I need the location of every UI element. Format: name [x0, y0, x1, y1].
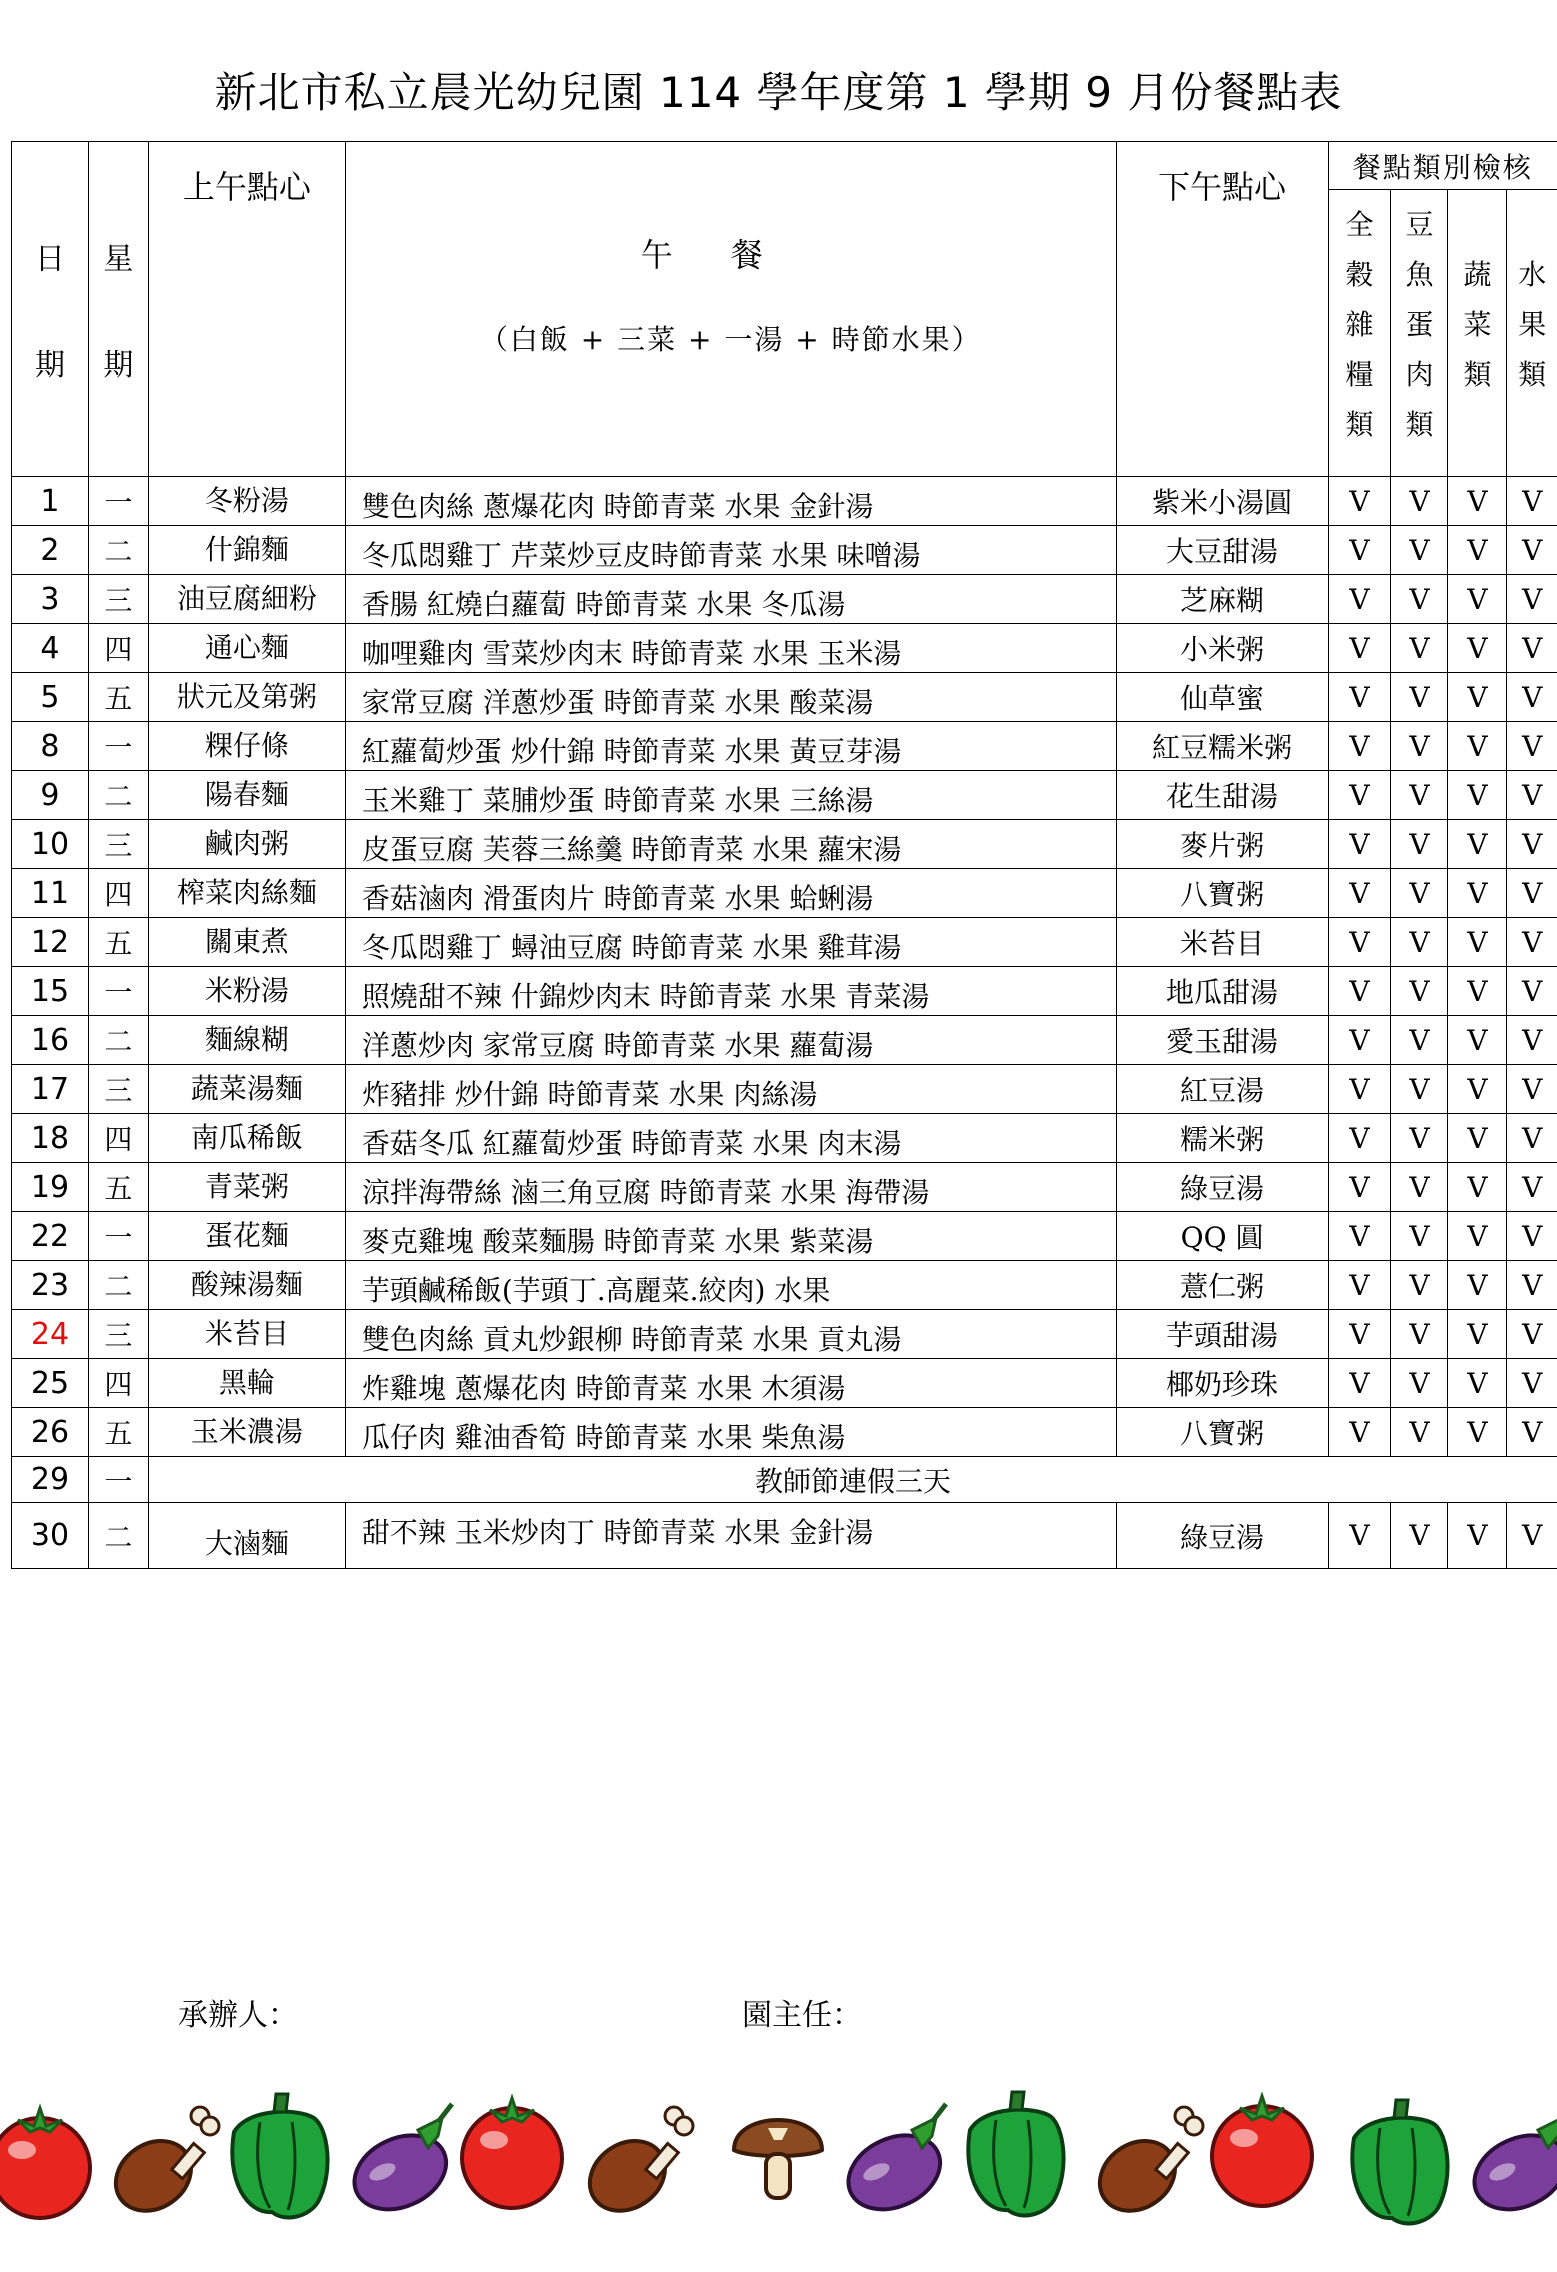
- row-check-0: V: [1328, 526, 1391, 575]
- menu-row: [12, 624, 1557, 673]
- check-col-0-char-3: 糧: [1345, 358, 1374, 392]
- row-date: 8: [12, 722, 89, 771]
- row-lunch: 紅蘿蔔炒蛋 炒什錦 時節青菜 水果 黃豆芽湯: [345, 722, 1116, 771]
- row-date: 23: [12, 1261, 89, 1310]
- row-weekday: 三: [88, 820, 148, 869]
- check-col-protein: [1391, 190, 1448, 477]
- row-date: 22: [12, 1212, 89, 1261]
- eggplant-icon: [836, 2104, 952, 2223]
- row-am-snack: 麵線糊: [148, 1016, 345, 1065]
- row-lunch: 玉米雞丁 菜脯炒蛋 時節青菜 水果 三絲湯: [345, 771, 1116, 820]
- row-date: 19: [12, 1163, 89, 1212]
- row-pm-snack: 薏仁粥: [1116, 1261, 1328, 1310]
- row-check-2: V: [1448, 771, 1507, 820]
- row-check-3: V: [1507, 1503, 1557, 1569]
- menu-row: [12, 1163, 1557, 1212]
- check-col-1-char-2: 蛋: [1405, 308, 1434, 342]
- header-am-snack: [148, 142, 345, 477]
- row-check-3: V: [1507, 1359, 1557, 1408]
- row-am-snack: 玉米濃湯: [148, 1408, 345, 1457]
- row-am-snack: 南瓜稀飯: [148, 1114, 345, 1163]
- row-check-3: V: [1507, 1408, 1557, 1457]
- row-date: 12: [12, 918, 89, 967]
- row-am-snack: 什錦麵: [148, 526, 345, 575]
- row-date: 16: [12, 1016, 89, 1065]
- check-group-label: 餐點類別檢核: [1352, 150, 1533, 184]
- eggplant-icon: [1462, 2104, 1557, 2223]
- row-check-3: V: [1507, 918, 1557, 967]
- row-date: 9: [12, 771, 89, 820]
- row-pm-snack: QQ 圓: [1116, 1212, 1328, 1261]
- row-check-2: V: [1448, 967, 1507, 1016]
- row-weekday: 一: [88, 1457, 148, 1503]
- row-lunch: 炸雞塊 蔥爆花肉 時節青菜 水果 木須湯: [345, 1359, 1116, 1408]
- row-check-1: V: [1391, 918, 1448, 967]
- row-pm-snack: 芋頭甜湯: [1116, 1310, 1328, 1359]
- menu-row: [12, 1359, 1557, 1408]
- row-check-3: V: [1507, 1016, 1557, 1065]
- row-check-0: V: [1328, 1016, 1391, 1065]
- row-check-3: V: [1507, 575, 1557, 624]
- row-check-0: V: [1328, 1163, 1391, 1212]
- row-date: 1: [12, 477, 89, 526]
- row-check-2: V: [1448, 624, 1507, 673]
- row-check-1: V: [1391, 1065, 1448, 1114]
- row-check-1: V: [1391, 1503, 1448, 1569]
- row-check-1: V: [1391, 526, 1448, 575]
- row-check-0: V: [1328, 1114, 1391, 1163]
- row-lunch: 家常豆腐 洋蔥炒蛋 時節青菜 水果 酸菜湯: [345, 673, 1116, 722]
- mushroom-icon: [734, 2120, 822, 2198]
- row-pm-snack: 仙草蜜: [1116, 673, 1328, 722]
- row-lunch: 雙色肉絲 蔥爆花肉 時節青菜 水果 金針湯: [345, 477, 1116, 526]
- row-weekday: 三: [88, 1310, 148, 1359]
- header-weekday: [88, 142, 148, 477]
- row-check-0: V: [1328, 967, 1391, 1016]
- row-check-1: V: [1391, 869, 1448, 918]
- row-check-1: V: [1391, 1359, 1448, 1408]
- menu-row: [12, 526, 1557, 575]
- check-col-1-char-0: 豆: [1405, 208, 1434, 242]
- row-weekday: 四: [88, 1359, 148, 1408]
- row-am-snack: 關東煮: [148, 918, 345, 967]
- handler-label: 承辦人：: [178, 1998, 298, 2033]
- row-check-0: V: [1328, 869, 1391, 918]
- row-check-0: V: [1328, 1212, 1391, 1261]
- row-check-0: V: [1328, 1503, 1391, 1569]
- row-weekday: 五: [88, 673, 148, 722]
- menu-row: [12, 477, 1557, 526]
- menu-row: [12, 820, 1557, 869]
- row-check-1: V: [1391, 1163, 1448, 1212]
- row-date: 15: [12, 967, 89, 1016]
- row-date: 11: [12, 869, 89, 918]
- tomato-icon: [462, 2098, 562, 2208]
- row-check-0: V: [1328, 771, 1391, 820]
- row-check-3: V: [1507, 1065, 1557, 1114]
- row-check-2: V: [1448, 820, 1507, 869]
- row-date: 17: [12, 1065, 89, 1114]
- row-lunch: 香菇冬瓜 紅蘿蔔炒蛋 時節青菜 水果 肉末湯: [345, 1114, 1116, 1163]
- row-am-snack: 通心麵: [148, 624, 345, 673]
- header-lunch: [345, 142, 1116, 477]
- header-pm-snack-label: 下午點心: [1158, 168, 1287, 206]
- menu-row: [12, 1212, 1557, 1261]
- menu-row: [12, 575, 1557, 624]
- row-check-0: V: [1328, 477, 1391, 526]
- row-check-2: V: [1448, 1212, 1507, 1261]
- row-am-snack: 米粉湯: [148, 967, 345, 1016]
- row-pm-snack: 糯米粥: [1116, 1114, 1328, 1163]
- row-lunch: 香菇滷肉 滑蛋肉片 時節青菜 水果 蛤蜊湯: [345, 869, 1116, 918]
- check-col-2-char-1: 菜: [1463, 308, 1492, 342]
- row-check-2: V: [1448, 477, 1507, 526]
- green-pepper-icon: [968, 2092, 1063, 2215]
- header-date: [12, 142, 89, 477]
- food-decoration-strip: [0, 2080, 1557, 2230]
- row-check-1: V: [1391, 967, 1448, 1016]
- row-check-0: V: [1328, 820, 1391, 869]
- row-pm-snack: 麥片粥: [1116, 820, 1328, 869]
- check-col-0-char-4: 類: [1345, 408, 1374, 442]
- menu-row: [12, 1065, 1557, 1114]
- menu-row: [12, 673, 1557, 722]
- row-lunch: 香腸 紅燒白蘿蔔 時節青菜 水果 冬瓜湯: [345, 575, 1116, 624]
- menu-row: [12, 967, 1557, 1016]
- row-pm-snack: 綠豆湯: [1116, 1503, 1328, 1569]
- row-pm-snack: 米苔目: [1116, 918, 1328, 967]
- row-check-1: V: [1391, 1408, 1448, 1457]
- check-col-vegetable: [1448, 190, 1507, 477]
- row-lunch: 皮蛋豆腐 芙蓉三絲羹 時節青菜 水果 蘿宋湯: [345, 820, 1116, 869]
- row-lunch: 咖哩雞肉 雪菜炒肉末 時節青菜 水果 玉米湯: [345, 624, 1116, 673]
- menu-row: [12, 869, 1557, 918]
- row-pm-snack: 綠豆湯: [1116, 1163, 1328, 1212]
- header-date-char-2: 期: [34, 348, 65, 383]
- menu-row: [12, 1408, 1557, 1457]
- row-weekday: 二: [88, 526, 148, 575]
- row-check-1: V: [1391, 1114, 1448, 1163]
- row-weekday: 四: [88, 869, 148, 918]
- row-weekday: 一: [88, 967, 148, 1016]
- row-lunch: 瓜仔肉 雞油香筍 時節青菜 水果 柴魚湯: [345, 1408, 1116, 1457]
- header-check-group: [1328, 142, 1557, 190]
- row-pm-snack: 紅豆湯: [1116, 1065, 1328, 1114]
- header-lunch-label: 午餐: [640, 236, 821, 274]
- tomato-icon: [1212, 2096, 1312, 2206]
- director-label: 園主任：: [742, 1998, 862, 2033]
- row-am-snack: 酸辣湯麵: [148, 1261, 345, 1310]
- row-check-2: V: [1448, 673, 1507, 722]
- row-check-1: V: [1391, 575, 1448, 624]
- row-date: 3: [12, 575, 89, 624]
- row-am-snack: 大滷麵: [148, 1503, 345, 1569]
- row-check-3: V: [1507, 624, 1557, 673]
- row-lunch: 洋蔥炒肉 家常豆腐 時節青菜 水果 蘿蔔湯: [345, 1016, 1116, 1065]
- menu-row: [12, 771, 1557, 820]
- tomato-icon: [0, 2108, 90, 2218]
- header-weekday-char-2: 期: [103, 348, 134, 383]
- row-check-0: V: [1328, 722, 1391, 771]
- row-check-1: V: [1391, 673, 1448, 722]
- row-weekday: 三: [88, 1065, 148, 1114]
- row-check-3: V: [1507, 869, 1557, 918]
- check-col-2-char-2: 類: [1463, 358, 1492, 392]
- row-weekday: 二: [88, 771, 148, 820]
- row-pm-snack: 小米粥: [1116, 624, 1328, 673]
- row-am-snack: 油豆腐細粉: [148, 575, 345, 624]
- row-weekday: 一: [88, 477, 148, 526]
- row-check-3: V: [1507, 673, 1557, 722]
- row-weekday: 二: [88, 1261, 148, 1310]
- row-weekday: 二: [88, 1503, 148, 1569]
- row-am-snack: 青菜粥: [148, 1163, 345, 1212]
- row-check-1: V: [1391, 624, 1448, 673]
- row-check-1: V: [1391, 1212, 1448, 1261]
- header-date-char-1: 日: [34, 242, 65, 277]
- row-check-3: V: [1507, 1261, 1557, 1310]
- row-check-3: V: [1507, 1310, 1557, 1359]
- check-col-1-char-3: 肉: [1405, 358, 1434, 392]
- row-weekday: 一: [88, 1212, 148, 1261]
- row-check-0: V: [1328, 1261, 1391, 1310]
- check-col-0-char-0: 全: [1345, 208, 1374, 242]
- row-lunch: 甜不辣 玉米炒肉丁 時節青菜 水果 金針湯: [345, 1503, 1116, 1569]
- row-pm-snack: 八寶粥: [1116, 1408, 1328, 1457]
- row-date: 29: [12, 1457, 89, 1503]
- menu-table: [11, 141, 1557, 1569]
- row-am-snack: 米苔目: [148, 1310, 345, 1359]
- drumstick-icon: [1086, 2107, 1203, 2225]
- row-check-2: V: [1448, 1016, 1507, 1065]
- header-lunch-note: （白飯 + 三菜 + 一湯 + 時節水果）: [479, 323, 982, 356]
- menu-row: [12, 918, 1557, 967]
- row-date: 24: [12, 1310, 89, 1359]
- row-weekday: 一: [88, 722, 148, 771]
- row-am-snack: 黑輪: [148, 1359, 345, 1408]
- row-check-2: V: [1448, 1163, 1507, 1212]
- row-date: 26: [12, 1408, 89, 1457]
- row-pm-snack: 紫米小湯圓: [1116, 477, 1328, 526]
- row-am-snack: 粿仔條: [148, 722, 345, 771]
- row-lunch: 冬瓜悶雞丁 蟳油豆腐 時節青菜 水果 雞茸湯: [345, 918, 1116, 967]
- row-date: 10: [12, 820, 89, 869]
- menu-row: [12, 1261, 1557, 1310]
- row-weekday: 四: [88, 624, 148, 673]
- header-row: [12, 142, 1557, 190]
- menu-row: [12, 1310, 1557, 1359]
- row-weekday: 三: [88, 575, 148, 624]
- row-pm-snack: 愛玉甜湯: [1116, 1016, 1328, 1065]
- check-col-3-char-2: 類: [1518, 358, 1547, 392]
- row-check-1: V: [1391, 1261, 1448, 1310]
- drumstick-icon: [102, 2107, 219, 2225]
- row-check-0: V: [1328, 624, 1391, 673]
- menu-row: [12, 1016, 1557, 1065]
- row-weekday: 四: [88, 1114, 148, 1163]
- row-check-3: V: [1507, 967, 1557, 1016]
- row-am-snack: 狀元及第粥: [148, 673, 345, 722]
- row-check-3: V: [1507, 477, 1557, 526]
- eggplant-icon: [342, 2104, 458, 2223]
- check-col-1-char-1: 魚: [1405, 258, 1434, 292]
- row-check-2: V: [1448, 1503, 1507, 1569]
- row-check-0: V: [1328, 1310, 1391, 1359]
- header-weekday-char-1: 星: [103, 242, 134, 277]
- row-weekday: 五: [88, 1163, 148, 1212]
- row-lunch: 涼拌海帶絲 滷三角豆腐 時節青菜 水果 海帶湯: [345, 1163, 1116, 1212]
- check-col-2-char-0: 蔬: [1463, 258, 1492, 292]
- menu-row: [12, 722, 1557, 771]
- row-check-3: V: [1507, 722, 1557, 771]
- row-check-1: V: [1391, 1310, 1448, 1359]
- row-check-3: V: [1507, 526, 1557, 575]
- row-weekday: 五: [88, 1408, 148, 1457]
- row-check-1: V: [1391, 722, 1448, 771]
- row-pm-snack: 地瓜甜湯: [1116, 967, 1328, 1016]
- row-check-2: V: [1448, 1310, 1507, 1359]
- row-date: 5: [12, 673, 89, 722]
- row-check-1: V: [1391, 477, 1448, 526]
- check-col-3-char-1: 果: [1518, 308, 1547, 342]
- row-weekday: 五: [88, 918, 148, 967]
- row-check-3: V: [1507, 820, 1557, 869]
- row-check-3: V: [1507, 1114, 1557, 1163]
- row-pm-snack: 紅豆糯米粥: [1116, 722, 1328, 771]
- row-check-1: V: [1391, 771, 1448, 820]
- check-col-1-char-4: 類: [1405, 408, 1434, 442]
- row-am-snack: 鹹肉粥: [148, 820, 345, 869]
- page-title: 新北市私立晨光幼兒園 114 學年度第 1 學期 9 月份餐點表: [214, 68, 1343, 117]
- check-col-0-char-2: 雜: [1345, 308, 1374, 342]
- row-check-0: V: [1328, 575, 1391, 624]
- row-date: 25: [12, 1359, 89, 1408]
- row-check-2: V: [1448, 1261, 1507, 1310]
- row-check-3: V: [1507, 1212, 1557, 1261]
- check-col-grains: [1328, 190, 1391, 477]
- row-check-3: V: [1507, 771, 1557, 820]
- row-date: 30: [12, 1503, 89, 1569]
- row-am-snack: 榨菜肉絲麵: [148, 869, 345, 918]
- row-check-2: V: [1448, 869, 1507, 918]
- row-lunch: 麥克雞塊 酸菜麵腸 時節青菜 水果 紫菜湯: [345, 1212, 1116, 1261]
- menu-row: [12, 1114, 1557, 1163]
- green-pepper-icon: [1352, 2100, 1447, 2223]
- row-check-2: V: [1448, 918, 1507, 967]
- menu-row: [12, 1503, 1557, 1569]
- row-check-0: V: [1328, 918, 1391, 967]
- row-am-snack: 蛋花麵: [148, 1212, 345, 1261]
- row-check-2: V: [1448, 1114, 1507, 1163]
- row-lunch: 芋頭鹹稀飯(芋頭丁.高麗菜.絞肉) 水果: [345, 1261, 1116, 1310]
- row-check-0: V: [1328, 1408, 1391, 1457]
- row-pm-snack: 大豆甜湯: [1116, 526, 1328, 575]
- row-holiday-note: 教師節連假三天: [148, 1457, 1557, 1503]
- row-am-snack: 蔬菜湯麵: [148, 1065, 345, 1114]
- header-pm-snack: [1116, 142, 1328, 477]
- header-am-snack-label: 上午點心: [182, 168, 311, 206]
- row-date: 18: [12, 1114, 89, 1163]
- row-lunch: 冬瓜悶雞丁 芹菜炒豆皮時節青菜 水果 味噌湯: [345, 526, 1116, 575]
- row-date: 2: [12, 526, 89, 575]
- row-check-2: V: [1448, 1065, 1507, 1114]
- check-col-fruit: [1507, 190, 1557, 477]
- row-check-0: V: [1328, 673, 1391, 722]
- row-date: 4: [12, 624, 89, 673]
- row-check-2: V: [1448, 1408, 1507, 1457]
- row-lunch: 照燒甜不辣 什錦炒肉末 時節青菜 水果 青菜湯: [345, 967, 1116, 1016]
- row-pm-snack: 花生甜湯: [1116, 771, 1328, 820]
- row-check-3: V: [1507, 1163, 1557, 1212]
- row-weekday: 二: [88, 1016, 148, 1065]
- row-check-0: V: [1328, 1359, 1391, 1408]
- row-am-snack: 陽春麵: [148, 771, 345, 820]
- row-lunch: 炸豬排 炒什錦 時節青菜 水果 肉絲湯: [345, 1065, 1116, 1114]
- row-check-2: V: [1448, 575, 1507, 624]
- green-pepper-icon: [232, 2094, 327, 2217]
- row-pm-snack: 椰奶珍珠: [1116, 1359, 1328, 1408]
- check-col-0-char-1: 穀: [1345, 258, 1374, 292]
- row-am-snack: 冬粉湯: [148, 477, 345, 526]
- row-check-2: V: [1448, 722, 1507, 771]
- row-check-1: V: [1391, 820, 1448, 869]
- row-pm-snack: 八寶粥: [1116, 869, 1328, 918]
- menu-row: [12, 1457, 1557, 1503]
- row-pm-snack: 芝麻糊: [1116, 575, 1328, 624]
- row-check-2: V: [1448, 526, 1507, 575]
- row-check-2: V: [1448, 1359, 1507, 1408]
- row-check-0: V: [1328, 1065, 1391, 1114]
- check-col-3-char-0: 水: [1518, 258, 1547, 292]
- drumstick-icon: [576, 2107, 693, 2225]
- row-check-1: V: [1391, 1016, 1448, 1065]
- row-lunch: 雙色肉絲 貢丸炒銀柳 時節青菜 水果 貢丸湯: [345, 1310, 1116, 1359]
